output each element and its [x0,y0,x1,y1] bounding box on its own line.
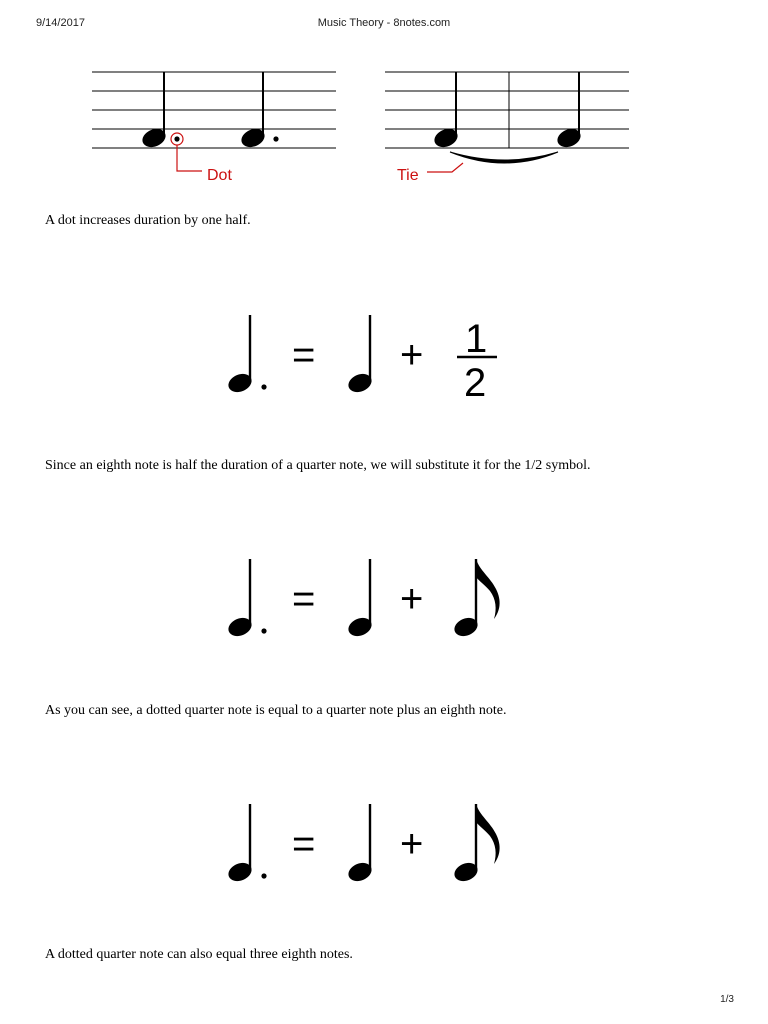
dotted-quarter-note-2 [239,72,279,150]
fraction-denominator: 2 [464,361,487,405]
equation-eighth-2 [0,790,768,900]
eighth-note-icon [452,559,500,639]
fraction-numerator: 1 [465,317,488,361]
tie-staff [385,72,629,148]
print-title: Music Theory - 8notes.com [317,17,451,29]
equals-sign: = [292,577,316,621]
dotted-quarter-note-icon [226,559,267,639]
tie-pointer-line [427,163,463,172]
plus-sign: + [400,822,424,866]
paragraph-dot-rule: A dot increases duration by one half. [45,213,251,228]
print-date: 9/14/2017 [36,17,85,29]
plus-sign: + [400,577,424,621]
equals-sign: = [292,333,316,377]
dotted-quarter-note-icon [226,804,267,884]
tie-arc [450,152,558,163]
dotted-quarter-note-1 [140,72,183,150]
tie-label: Tie [397,167,419,184]
quarter-note-icon [346,559,375,639]
tied-quarter-note-2 [555,72,584,150]
paragraph-dotted-quarter-equals: As you can see, a dotted quarter note is equal to a quarter note plus an eighth note. [45,703,507,718]
dot-staff [92,72,336,148]
paragraph-three-eighths: A dotted quarter note can also equal three eighth notes. [45,947,353,962]
eighth-note-icon [452,804,500,884]
plus-sign: + [400,333,424,377]
equation-fraction [0,300,768,410]
quarter-note-icon [346,315,375,395]
eighth-flag [476,804,500,864]
page-number: 1/3 [720,994,734,1005]
quarter-note-icon [346,804,375,884]
dot-marker [174,136,179,141]
dot-pointer-line [177,145,202,171]
eighth-flag [476,559,500,619]
equals-sign: = [292,822,316,866]
equation-eighth-1 [0,545,768,655]
tied-quarter-note-1 [432,72,461,150]
paragraph-eighth-substitution: Since an eighth note is half the duration of a quarter note, we will substitute it for the 1/2 symbol. [45,458,591,473]
dotted-quarter-note-icon [226,315,267,395]
dot-label: Dot [207,167,232,184]
staff-examples-figure [0,0,768,200]
